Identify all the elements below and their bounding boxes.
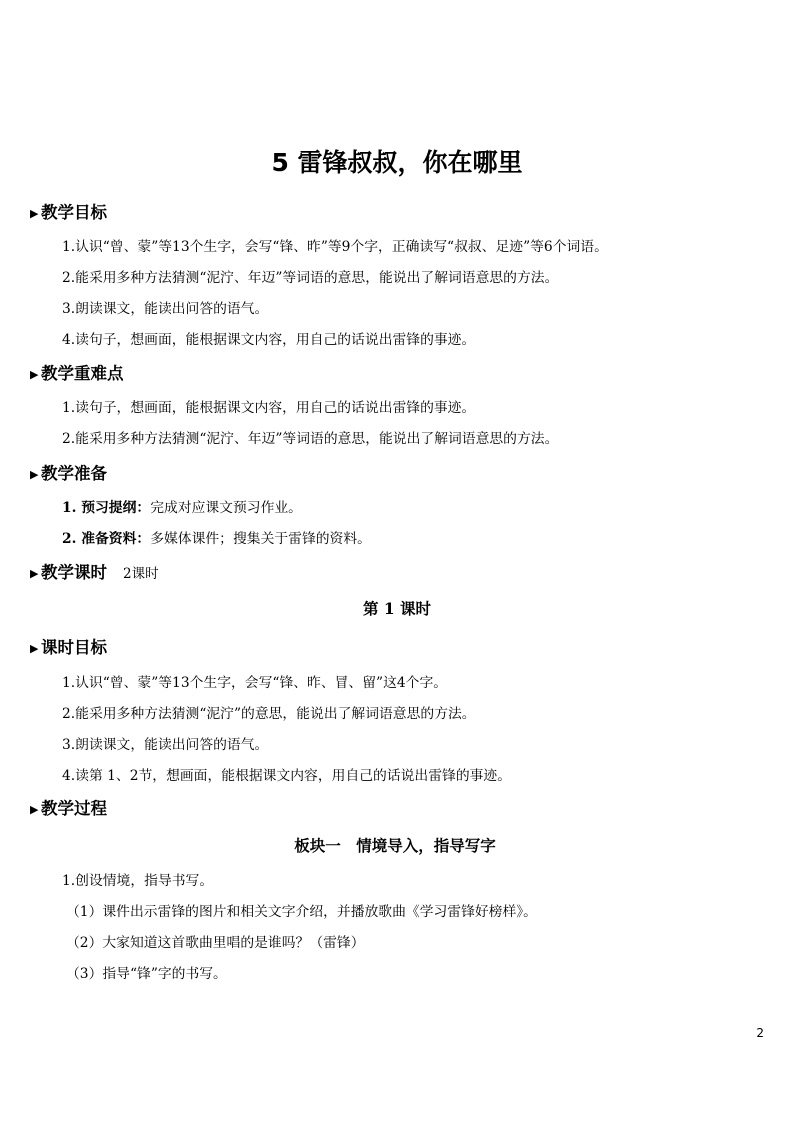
list-item: 1.读句子，想画面，能根据课文内容，用自己的话说出雷锋的事迹。 bbox=[62, 400, 476, 416]
list-item: 3.朗读课文，能读出问答的语气。 bbox=[62, 301, 269, 317]
list-item: 2.能采用多种方法猜测“泥泞、年迈”等词语的意思，能说出了解词语意思的方法。 bbox=[62, 431, 559, 447]
list-item: （2）大家知道这首歌曲里唱的是谁吗？（雷锋） bbox=[66, 935, 365, 951]
list-item bbox=[62, 497, 302, 519]
block-title: 板块一 情境导入，指导写字 bbox=[294, 836, 496, 855]
list-item: （3）指导“锋”字的书写。 bbox=[66, 966, 227, 982]
list-item: 3.朗读课文，能读出问答的语气。 bbox=[62, 737, 269, 753]
item-text: 完成对应课文预习作业。 bbox=[150, 500, 302, 516]
triangle-marker-icon: ▶ bbox=[30, 368, 39, 381]
section-heading-label: 教学重难点 bbox=[41, 364, 124, 383]
list-item: （1）课件出示雷锋的图片和相关文字介绍，并播放歌曲《学习雷锋好榜样》。 bbox=[66, 904, 537, 920]
triangle-marker-icon: ▶ bbox=[30, 567, 39, 580]
list-item: 4.读句子，想画面，能根据课文内容，用自己的话说出雷锋的事迹。 bbox=[62, 332, 476, 348]
section-heading-label: 教学过程 bbox=[41, 799, 107, 818]
document-title: 5 雷锋叔叔，你在哪里 bbox=[271, 148, 523, 177]
section-heading-preparation bbox=[30, 462, 107, 486]
section-heading-goals bbox=[30, 201, 107, 225]
list-item: 1.认识“曾、蒙”等13个生字，会写“锋、昨、冒、留”这4个字。 bbox=[62, 675, 448, 691]
list-item: 2.能采用多种方法猜测“泥泞”的意思，能说出了解词语意思的方法。 bbox=[62, 706, 476, 722]
section-heading-label: 教学准备 bbox=[41, 464, 107, 483]
lesson-heading: 第 1 课时 bbox=[362, 599, 432, 618]
section-heading-periods bbox=[30, 561, 159, 585]
list-item: 2.能采用多种方法猜测“泥泞、年迈”等词语的意思，能说出了解词语意思的方法。 bbox=[62, 270, 559, 286]
section-heading-key-points bbox=[30, 362, 124, 386]
list-item bbox=[62, 528, 371, 550]
list-item: 4.读第 1、2节，想画面，能根据课文内容，用自己的话说出雷锋的事迹。 bbox=[62, 768, 512, 784]
triangle-marker-icon: ▶ bbox=[30, 642, 39, 655]
item-label: 2. 准备资料： bbox=[62, 531, 151, 547]
section-heading-label: 教学课时 bbox=[41, 563, 107, 582]
section-heading-label: 教学目标 bbox=[41, 203, 107, 222]
item-label: 1. 预习提纲： bbox=[62, 500, 151, 516]
triangle-marker-icon: ▶ bbox=[30, 468, 39, 481]
period-count: 2课时 bbox=[123, 566, 159, 582]
section-heading-process bbox=[30, 797, 107, 821]
item-text: 多媒体课件；搜集关于雷锋的资料。 bbox=[150, 531, 371, 547]
page-number: 2 bbox=[756, 1026, 764, 1040]
list-item: 1.创设情境，指导书写。 bbox=[62, 873, 214, 889]
triangle-marker-icon: ▶ bbox=[30, 803, 39, 816]
section-heading-label: 课时目标 bbox=[41, 638, 107, 657]
section-heading-lesson-goals bbox=[30, 636, 107, 660]
triangle-marker-icon: ▶ bbox=[30, 207, 39, 220]
list-item: 1.认识“曾、蒙”等13个生字，会写“锋、昨”等9个字，正确读写“叔叔、足迹”等6个词语。 bbox=[62, 239, 608, 255]
